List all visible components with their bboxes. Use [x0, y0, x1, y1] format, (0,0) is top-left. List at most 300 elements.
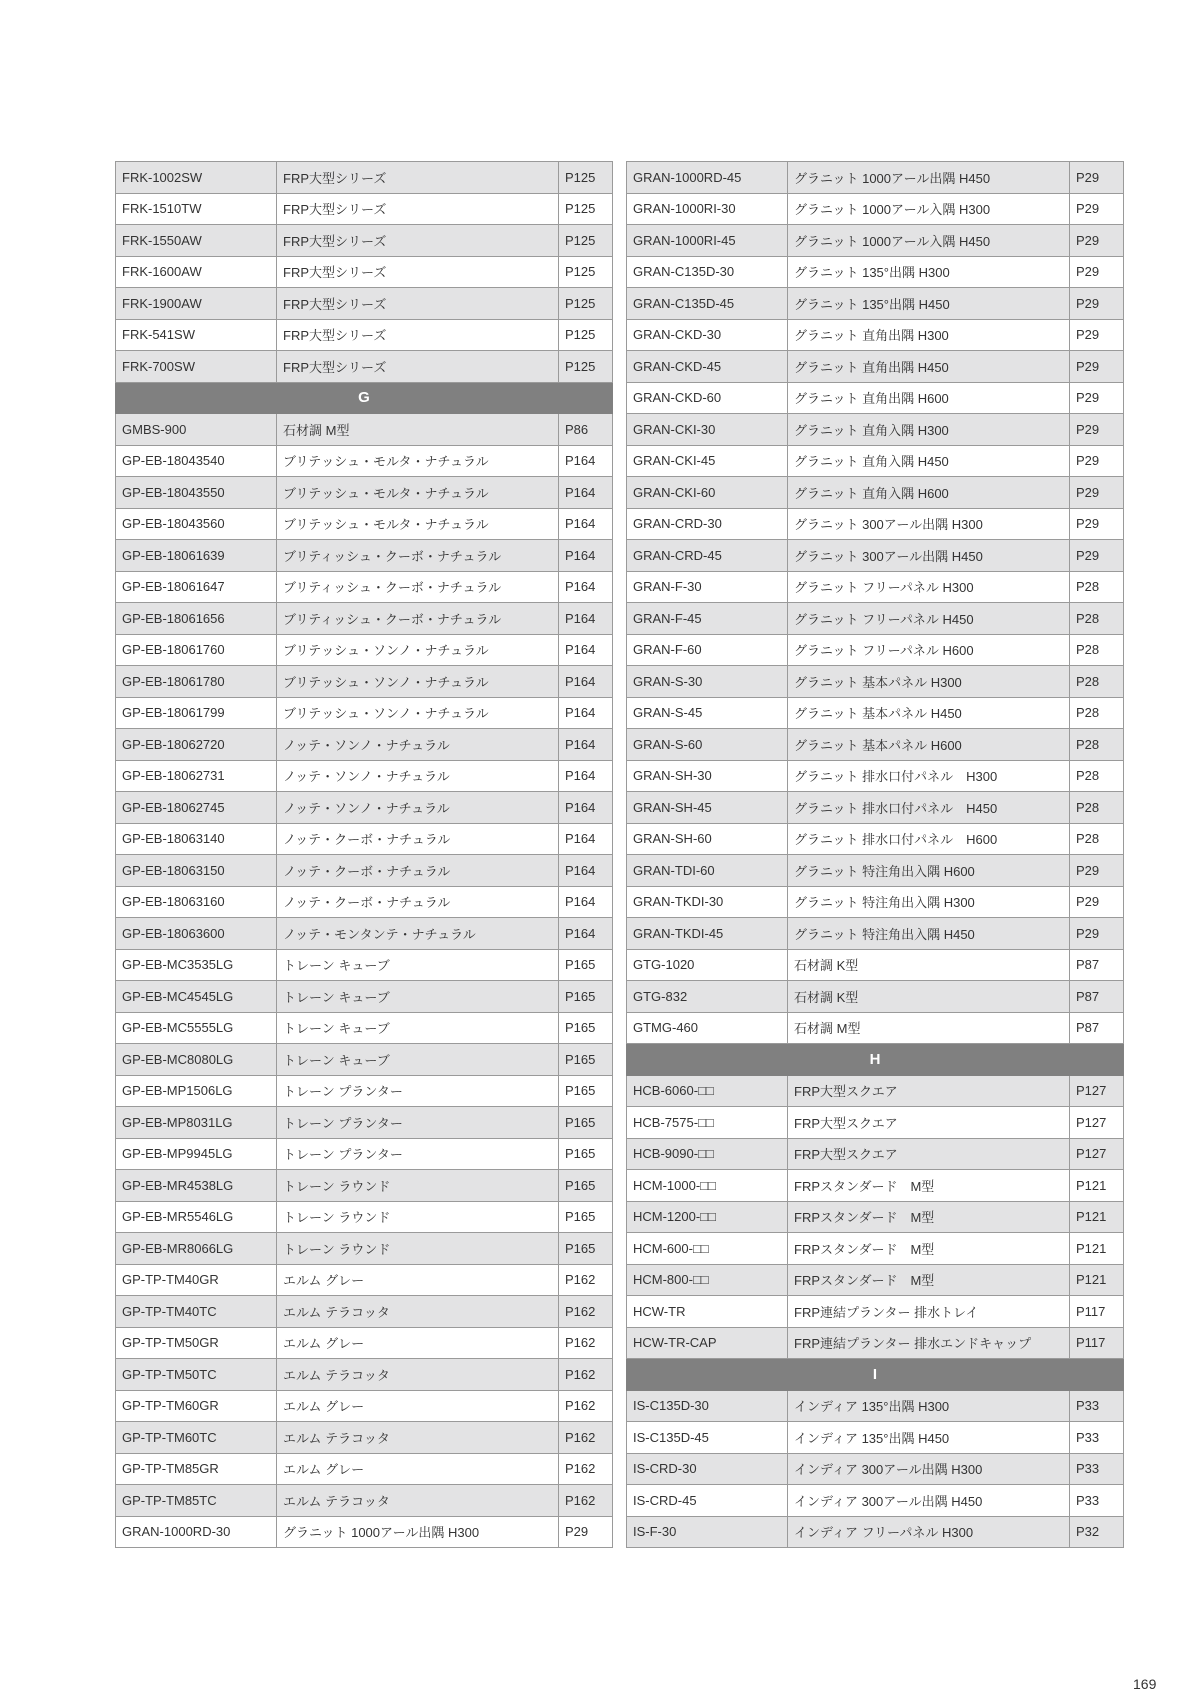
- product-code-cell: HCM-800-□□: [627, 1264, 788, 1296]
- page-ref-cell: P117: [1070, 1296, 1124, 1328]
- table-row: [116, 981, 613, 1013]
- product-code-cell: IS-F-30: [627, 1516, 788, 1548]
- table-row: [627, 666, 1124, 698]
- page-ref-cell: P29: [1070, 414, 1124, 446]
- product-name-cell: 石材調 K型: [788, 981, 1070, 1013]
- table-row: [116, 1359, 613, 1391]
- table-row: [116, 1485, 613, 1517]
- table-row: [627, 792, 1124, 824]
- table-row: [627, 1264, 1124, 1296]
- page-ref-cell: P125: [559, 256, 613, 288]
- table-row: [116, 162, 613, 194]
- product-code-cell: FRK-1900AW: [116, 288, 277, 320]
- page-ref-cell: P162: [559, 1359, 613, 1391]
- table-row: [627, 445, 1124, 477]
- page-ref-cell: P121: [1070, 1264, 1124, 1296]
- table-row: [116, 193, 613, 225]
- product-code-cell: GRAN-C135D-30: [627, 256, 788, 288]
- product-code-cell: GTG-832: [627, 981, 788, 1013]
- page-ref-cell: P165: [559, 1170, 613, 1202]
- product-code-cell: GRAN-CKI-45: [627, 445, 788, 477]
- product-name-cell: FRP大型シリーズ: [277, 319, 559, 351]
- page-ref-cell: P164: [559, 540, 613, 572]
- product-code-cell: GP-EB-MP9945LG: [116, 1138, 277, 1170]
- page-ref-cell: P164: [559, 634, 613, 666]
- product-code-cell: HCB-7575-□□: [627, 1107, 788, 1139]
- table-row: [116, 1327, 613, 1359]
- table-row: [116, 1296, 613, 1328]
- product-code-cell: GP-EB-18043560: [116, 508, 277, 540]
- table-row: [116, 1233, 613, 1265]
- page-ref-cell: P164: [559, 445, 613, 477]
- page-ref-cell: P165: [559, 1107, 613, 1139]
- product-code-cell: GP-EB-18061760: [116, 634, 277, 666]
- product-name-cell: FRPスタンダード M型: [788, 1233, 1070, 1265]
- product-code-cell: GRAN-CKD-30: [627, 319, 788, 351]
- product-code-cell: FRK-1600AW: [116, 256, 277, 288]
- product-code-cell: GP-TP-TM85TC: [116, 1485, 277, 1517]
- table-row: [627, 1201, 1124, 1233]
- page-ref-cell: P121: [1070, 1170, 1124, 1202]
- product-code-cell: GRAN-F-60: [627, 634, 788, 666]
- page-ref-cell: P29: [1070, 225, 1124, 257]
- product-name-cell: ブリテッシュ・モルタ・ナチュラル: [277, 445, 559, 477]
- table-row: [627, 1485, 1124, 1517]
- product-name-cell: グラニット 直角出隅 H450: [788, 351, 1070, 383]
- page-ref-cell: P127: [1070, 1138, 1124, 1170]
- product-name-cell: グラニット 1000アール入隅 H450: [788, 225, 1070, 257]
- page-ref-cell: P28: [1070, 634, 1124, 666]
- page-ref-cell: P162: [559, 1296, 613, 1328]
- table-row: [116, 1516, 613, 1548]
- page-ref-cell: P29: [1070, 445, 1124, 477]
- product-code-cell: GRAN-SH-45: [627, 792, 788, 824]
- table-row: [627, 760, 1124, 792]
- table-row: [116, 918, 613, 950]
- index-table-left: [115, 161, 613, 1548]
- product-code-cell: GP-EB-18061780: [116, 666, 277, 698]
- page-ref-cell: P87: [1070, 1012, 1124, 1044]
- page-ref-cell: P29: [1070, 162, 1124, 194]
- product-code-cell: GP-TP-TM40GR: [116, 1264, 277, 1296]
- product-code-cell: GP-EB-18063600: [116, 918, 277, 950]
- product-name-cell: グラニット 基本パネル H450: [788, 697, 1070, 729]
- table-row: [116, 1264, 613, 1296]
- page-ref-cell: P164: [559, 508, 613, 540]
- product-name-cell: FRP大型スクエア: [788, 1107, 1070, 1139]
- page-ref-cell: P125: [559, 225, 613, 257]
- product-code-cell: GP-EB-18061639: [116, 540, 277, 572]
- table-row: [627, 319, 1124, 351]
- page-ref-cell: P121: [1070, 1233, 1124, 1265]
- product-code-cell: GP-EB-18061656: [116, 603, 277, 635]
- product-name-cell: ブリテッシュ・ソンノ・ナチュラル: [277, 697, 559, 729]
- table-row: [627, 918, 1124, 950]
- product-code-cell: GRAN-1000RD-45: [627, 162, 788, 194]
- product-code-cell: GP-TP-TM60GR: [116, 1390, 277, 1422]
- product-code-cell: GRAN-TDI-60: [627, 855, 788, 887]
- product-name-cell: FRP大型スクエア: [788, 1138, 1070, 1170]
- table-row: [627, 729, 1124, 761]
- product-name-cell: ブリティッシュ・クーボ・ナチュラル: [277, 571, 559, 603]
- section-letter: I: [627, 1359, 1124, 1391]
- table-row: [627, 1327, 1124, 1359]
- table-row: [116, 571, 613, 603]
- section-header-row: [627, 1359, 1124, 1391]
- product-name-cell: トレーン キューブ: [277, 981, 559, 1013]
- product-code-cell: GRAN-S-60: [627, 729, 788, 761]
- page-ref-cell: P29: [1070, 319, 1124, 351]
- page-ref-cell: P29: [1070, 508, 1124, 540]
- page-ref-cell: P33: [1070, 1422, 1124, 1454]
- table-row: [116, 729, 613, 761]
- product-name-cell: ノッテ・クーボ・ナチュラル: [277, 823, 559, 855]
- product-name-cell: エルム テラコッタ: [277, 1485, 559, 1517]
- product-code-cell: GP-EB-18062731: [116, 760, 277, 792]
- product-name-cell: FRP大型スクエア: [788, 1075, 1070, 1107]
- product-code-cell: GP-EB-18062745: [116, 792, 277, 824]
- page-ref-cell: P33: [1070, 1453, 1124, 1485]
- page-ref-cell: P164: [559, 697, 613, 729]
- table-row: [116, 1170, 613, 1202]
- product-code-cell: GP-TP-TM40TC: [116, 1296, 277, 1328]
- product-code-cell: GTMG-460: [627, 1012, 788, 1044]
- product-code-cell: GP-EB-18063160: [116, 886, 277, 918]
- product-name-cell: インディア 300アール出隅 H450: [788, 1485, 1070, 1517]
- product-code-cell: GRAN-CKI-30: [627, 414, 788, 446]
- product-code-cell: GRAN-CKD-45: [627, 351, 788, 383]
- product-code-cell: GRAN-F-30: [627, 571, 788, 603]
- page-ref-cell: P165: [559, 1233, 613, 1265]
- product-name-cell: ブリテッシュ・モルタ・ナチュラル: [277, 508, 559, 540]
- product-code-cell: HCB-6060-□□: [627, 1075, 788, 1107]
- product-name-cell: FRP連結プランター 排水トレイ: [788, 1296, 1070, 1328]
- product-name-cell: ブリティッシュ・クーボ・ナチュラル: [277, 540, 559, 572]
- product-name-cell: グラニット 直角入隅 H300: [788, 414, 1070, 446]
- page-ref-cell: P165: [559, 1138, 613, 1170]
- page-ref-cell: P121: [1070, 1201, 1124, 1233]
- product-name-cell: FRPスタンダード M型: [788, 1170, 1070, 1202]
- product-code-cell: GP-TP-TM50TC: [116, 1359, 277, 1391]
- product-name-cell: グラニット 直角入隅 H450: [788, 445, 1070, 477]
- product-code-cell: GP-EB-MR4538LG: [116, 1170, 277, 1202]
- table-row: [116, 1138, 613, 1170]
- page-ref-cell: P28: [1070, 760, 1124, 792]
- product-code-cell: GRAN-CRD-45: [627, 540, 788, 572]
- product-code-cell: GP-EB-MC3535LG: [116, 949, 277, 981]
- product-name-cell: トレーン キューブ: [277, 1012, 559, 1044]
- product-name-cell: グラニット 排水口付パネル H300: [788, 760, 1070, 792]
- table-row: [116, 1201, 613, 1233]
- product-code-cell: GRAN-SH-30: [627, 760, 788, 792]
- page-ref-cell: P29: [1070, 382, 1124, 414]
- table-row: [116, 319, 613, 351]
- product-name-cell: グラニット 300アール出隅 H450: [788, 540, 1070, 572]
- product-name-cell: インディア 135°出隅 H300: [788, 1390, 1070, 1422]
- table-row: [116, 886, 613, 918]
- product-name-cell: 石材調 K型: [788, 949, 1070, 981]
- product-code-cell: GP-TP-TM85GR: [116, 1453, 277, 1485]
- table-row: [627, 414, 1124, 446]
- table-row: [627, 886, 1124, 918]
- table-row: [627, 351, 1124, 383]
- product-name-cell: ブリティッシュ・クーボ・ナチュラル: [277, 603, 559, 635]
- page-ref-cell: P29: [1070, 477, 1124, 509]
- product-code-cell: FRK-1002SW: [116, 162, 277, 194]
- product-code-cell: FRK-1550AW: [116, 225, 277, 257]
- page-ref-cell: P164: [559, 792, 613, 824]
- product-code-cell: HCM-1000-□□: [627, 1170, 788, 1202]
- page-ref-cell: P125: [559, 319, 613, 351]
- page-ref-cell: P33: [1070, 1390, 1124, 1422]
- page-ref-cell: P29: [1070, 256, 1124, 288]
- page-ref-cell: P29: [1070, 540, 1124, 572]
- page-ref-cell: P164: [559, 603, 613, 635]
- product-code-cell: GP-EB-18062720: [116, 729, 277, 761]
- table-row: [116, 477, 613, 509]
- product-name-cell: グラニット 特注角出入隅 H450: [788, 918, 1070, 950]
- page-ref-cell: P162: [559, 1390, 613, 1422]
- page-ref-cell: P162: [559, 1453, 613, 1485]
- product-name-cell: グラニット 特注角出入隅 H600: [788, 855, 1070, 887]
- page-ref-cell: P165: [559, 1201, 613, 1233]
- table-row: [116, 508, 613, 540]
- table-row: [116, 949, 613, 981]
- product-name-cell: トレーン プランター: [277, 1138, 559, 1170]
- product-name-cell: エルム グレー: [277, 1453, 559, 1485]
- product-code-cell: GP-EB-MR5546LG: [116, 1201, 277, 1233]
- product-code-cell: GRAN-F-45: [627, 603, 788, 635]
- product-code-cell: FRK-1510TW: [116, 193, 277, 225]
- product-name-cell: FRPスタンダード M型: [788, 1201, 1070, 1233]
- table-row: [627, 193, 1124, 225]
- product-name-cell: ノッテ・モンタンテ・ナチュラル: [277, 918, 559, 950]
- table-row: [627, 981, 1124, 1013]
- product-code-cell: GRAN-S-45: [627, 697, 788, 729]
- page-ref-cell: P127: [1070, 1107, 1124, 1139]
- page-ref-cell: P29: [1070, 855, 1124, 887]
- table-row: [116, 666, 613, 698]
- product-name-cell: グラニット 排水口付パネル H450: [788, 792, 1070, 824]
- page-ref-cell: P165: [559, 1075, 613, 1107]
- page-ref-cell: P164: [559, 729, 613, 761]
- product-name-cell: トレーン キューブ: [277, 1044, 559, 1076]
- page-ref-cell: P29: [1070, 288, 1124, 320]
- page-ref-cell: P28: [1070, 792, 1124, 824]
- product-name-cell: エルム テラコッタ: [277, 1359, 559, 1391]
- table-row: [627, 571, 1124, 603]
- product-code-cell: GRAN-1000RI-45: [627, 225, 788, 257]
- page-ref-cell: P165: [559, 1012, 613, 1044]
- table-row: [627, 382, 1124, 414]
- product-code-cell: GRAN-TKDI-45: [627, 918, 788, 950]
- product-code-cell: GP-EB-MR8066LG: [116, 1233, 277, 1265]
- page-ref-cell: P29: [1070, 351, 1124, 383]
- product-name-cell: FRP大型シリーズ: [277, 162, 559, 194]
- product-name-cell: エルム グレー: [277, 1390, 559, 1422]
- page-ref-cell: P125: [559, 162, 613, 194]
- product-name-cell: グラニット 1000アール入隅 H300: [788, 193, 1070, 225]
- page-ref-cell: P164: [559, 760, 613, 792]
- page-ref-cell: P29: [1070, 918, 1124, 950]
- page-ref-cell: P165: [559, 981, 613, 1013]
- product-name-cell: インディア 135°出隅 H450: [788, 1422, 1070, 1454]
- product-name-cell: 石材調 M型: [277, 414, 559, 446]
- product-name-cell: グラニット 直角出隅 H600: [788, 382, 1070, 414]
- table-row: [627, 225, 1124, 257]
- product-code-cell: GP-EB-MC4545LG: [116, 981, 277, 1013]
- section-letter: G: [116, 382, 613, 414]
- table-row: [627, 855, 1124, 887]
- page-number: 169: [1133, 1676, 1157, 1692]
- page-ref-cell: P87: [1070, 981, 1124, 1013]
- table-row: [627, 1453, 1124, 1485]
- product-name-cell: グラニット 135°出隅 H300: [788, 256, 1070, 288]
- product-name-cell: インディア 300アール出隅 H300: [788, 1453, 1070, 1485]
- product-name-cell: トレーン プランター: [277, 1075, 559, 1107]
- page-ref-cell: P125: [559, 288, 613, 320]
- product-code-cell: FRK-541SW: [116, 319, 277, 351]
- table-row: [627, 1390, 1124, 1422]
- product-code-cell: GRAN-TKDI-30: [627, 886, 788, 918]
- table-row: [116, 414, 613, 446]
- page-ref-cell: P117: [1070, 1327, 1124, 1359]
- product-code-cell: GRAN-CRD-30: [627, 508, 788, 540]
- product-code-cell: GP-EB-18063150: [116, 855, 277, 887]
- section-letter: H: [627, 1044, 1124, 1076]
- product-name-cell: ノッテ・ソンノ・ナチュラル: [277, 760, 559, 792]
- page-ref-cell: P33: [1070, 1485, 1124, 1517]
- table-row: [116, 1075, 613, 1107]
- product-name-cell: インディア フリーパネル H300: [788, 1516, 1070, 1548]
- table-row: [627, 697, 1124, 729]
- page-ref-cell: P29: [1070, 193, 1124, 225]
- page-ref-cell: P29: [1070, 886, 1124, 918]
- table-row: [627, 1138, 1124, 1170]
- product-name-cell: トレーン キューブ: [277, 949, 559, 981]
- product-code-cell: GP-EB-18063140: [116, 823, 277, 855]
- product-name-cell: エルム テラコッタ: [277, 1422, 559, 1454]
- page-ref-cell: P162: [559, 1264, 613, 1296]
- product-code-cell: GP-TP-TM50GR: [116, 1327, 277, 1359]
- table-row: [116, 351, 613, 383]
- table-row: [116, 1422, 613, 1454]
- page-ref-cell: P28: [1070, 603, 1124, 635]
- product-code-cell: GP-TP-TM60TC: [116, 1422, 277, 1454]
- product-name-cell: グラニット 基本パネル H300: [788, 666, 1070, 698]
- table-row: [627, 540, 1124, 572]
- product-name-cell: FRP大型シリーズ: [277, 225, 559, 257]
- table-row: [627, 162, 1124, 194]
- page-ref-cell: P28: [1070, 697, 1124, 729]
- product-code-cell: GP-EB-18043550: [116, 477, 277, 509]
- table-row: [627, 1422, 1124, 1454]
- product-code-cell: IS-CRD-45: [627, 1485, 788, 1517]
- page-ref-cell: P164: [559, 918, 613, 950]
- product-name-cell: グラニット フリーパネル H300: [788, 571, 1070, 603]
- table-row: [627, 949, 1124, 981]
- table-row: [627, 1233, 1124, 1265]
- product-name-cell: グラニット 直角出隅 H300: [788, 319, 1070, 351]
- product-code-cell: GP-EB-MP8031LG: [116, 1107, 277, 1139]
- section-header-row: [116, 382, 613, 414]
- section-header-row: [627, 1044, 1124, 1076]
- table-row: [627, 477, 1124, 509]
- table-row: [627, 1170, 1124, 1202]
- index-table-right: [626, 161, 1124, 1548]
- table-row: [627, 508, 1124, 540]
- product-code-cell: HCW-TR-CAP: [627, 1327, 788, 1359]
- page-ref-cell: P162: [559, 1485, 613, 1517]
- product-name-cell: FRPスタンダード M型: [788, 1264, 1070, 1296]
- table-row: [627, 256, 1124, 288]
- product-code-cell: GRAN-1000RD-30: [116, 1516, 277, 1548]
- product-name-cell: ブリテッシュ・ソンノ・ナチュラル: [277, 634, 559, 666]
- product-name-cell: ノッテ・ソンノ・ナチュラル: [277, 729, 559, 761]
- product-name-cell: FRP連結プランター 排水エンドキャップ: [788, 1327, 1070, 1359]
- product-name-cell: ノッテ・ソンノ・ナチュラル: [277, 792, 559, 824]
- table-row: [116, 792, 613, 824]
- product-name-cell: グラニット 1000アール出隅 H300: [277, 1516, 559, 1548]
- product-name-cell: FRP大型シリーズ: [277, 288, 559, 320]
- product-code-cell: GP-EB-MC8080LG: [116, 1044, 277, 1076]
- table-row: [116, 823, 613, 855]
- page-ref-cell: P164: [559, 823, 613, 855]
- page-ref-cell: P164: [559, 666, 613, 698]
- table-row: [627, 1516, 1124, 1548]
- product-code-cell: GP-EB-18061647: [116, 571, 277, 603]
- product-code-cell: HCB-9090-□□: [627, 1138, 788, 1170]
- page-ref-cell: P165: [559, 949, 613, 981]
- product-code-cell: GRAN-CKD-60: [627, 382, 788, 414]
- product-name-cell: エルム グレー: [277, 1264, 559, 1296]
- page-ref-cell: P28: [1070, 666, 1124, 698]
- page-ref-cell: P125: [559, 193, 613, 225]
- table-row: [116, 1107, 613, 1139]
- page-ref-cell: P165: [559, 1044, 613, 1076]
- page-ref-cell: P29: [559, 1516, 613, 1548]
- table-row: [116, 445, 613, 477]
- product-code-cell: GRAN-S-30: [627, 666, 788, 698]
- product-name-cell: ブリテッシュ・モルタ・ナチュラル: [277, 477, 559, 509]
- page-ref-cell: P28: [1070, 729, 1124, 761]
- product-code-cell: GRAN-CKI-60: [627, 477, 788, 509]
- product-name-cell: グラニット 300アール出隅 H300: [788, 508, 1070, 540]
- product-code-cell: IS-CRD-30: [627, 1453, 788, 1485]
- page-ref-cell: P127: [1070, 1075, 1124, 1107]
- product-code-cell: GP-EB-18043540: [116, 445, 277, 477]
- product-code-cell: GMBS-900: [116, 414, 277, 446]
- page-ref-cell: P164: [559, 855, 613, 887]
- product-code-cell: FRK-700SW: [116, 351, 277, 383]
- page-ref-cell: P125: [559, 351, 613, 383]
- product-code-cell: GP-EB-18061799: [116, 697, 277, 729]
- product-code-cell: HCW-TR: [627, 1296, 788, 1328]
- table-row: [116, 634, 613, 666]
- table-row: [116, 1012, 613, 1044]
- page-ref-cell: P162: [559, 1422, 613, 1454]
- product-code-cell: GRAN-C135D-45: [627, 288, 788, 320]
- table-row: [627, 288, 1124, 320]
- page-ref-cell: P164: [559, 571, 613, 603]
- product-name-cell: グラニット 排水口付パネル H600: [788, 823, 1070, 855]
- product-name-cell: グラニット 1000アール出隅 H450: [788, 162, 1070, 194]
- product-code-cell: GTG-1020: [627, 949, 788, 981]
- page-ref-cell: P86: [559, 414, 613, 446]
- table-row: [116, 225, 613, 257]
- page-ref-cell: P162: [559, 1327, 613, 1359]
- product-name-cell: グラニット 直角入隅 H600: [788, 477, 1070, 509]
